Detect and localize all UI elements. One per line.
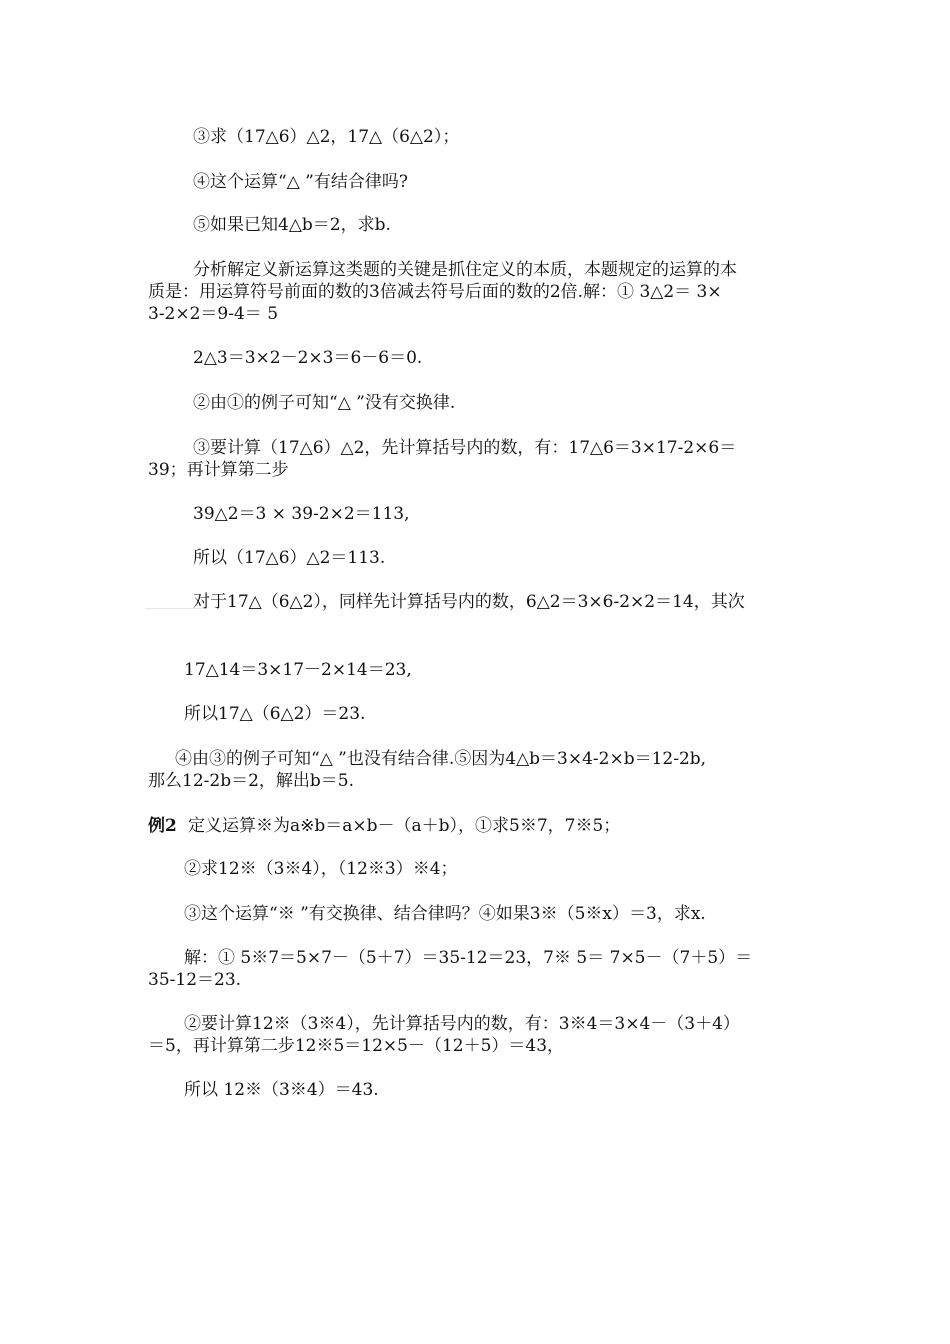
question-3-line: ③求（17△6）△2，17△（6△2）； (193, 127, 460, 147)
question-5-line: ⑤如果已知4△b＝2，求b. (193, 215, 391, 235)
compute-17-6-line-2: 39；再计算第二步 (148, 460, 289, 480)
example-2-question-3-4: ③这个运算“※ ”有交换律、结合律吗？④如果3※（5※x）＝3，求x. (184, 904, 706, 924)
example-2-question-2: ②求12※（3※4），（12※3）※4； (184, 859, 458, 879)
result-113-line: 所以（17△6）△2＝113. (193, 548, 386, 568)
compute-17-6-line-1: ③要计算（17△6）△2，先计算括号内的数，有：17△6＝3×17-2×6＝ (193, 438, 737, 458)
example-2-definition: 定义运算※为a※b＝a×b－（a＋b），①求5※7，7※5； (188, 816, 621, 836)
compute-17-14-line: 17△14＝3×17－2×14＝23, (184, 660, 412, 680)
analysis-line-3: 3-2×2＝9-4＝ 5 (148, 304, 279, 324)
solution-line-2-3: 2△3＝3×2－2×3＝6－6＝0. (193, 348, 423, 368)
question-4-line: ④这个运算“△ ”有结合律吗? (193, 172, 408, 192)
commutative-line: ②由①的例子可知“△ ”没有交换律. (193, 393, 456, 413)
associative-line-1: ④由③的例子可知“△ ”也没有结合律.⑤因为4△b＝3×4-2×b＝12-2b, (175, 749, 707, 769)
analysis-line-1: 分析解定义新运算这类题的关键是抓住定义的本质，本题规定的运算的本 (193, 260, 737, 280)
analysis-line-2: 质是：用运算符号前面的数的3倍减去符号后面的数的2倍.解：① 3△2＝ 3× (148, 282, 722, 302)
example-2-compute-line-2: ＝5，再计算第二步12※5＝12×5－（12＋5）＝43， (148, 1036, 565, 1056)
associative-line-2: 那么12-2b＝2，解出b＝5. (148, 771, 354, 791)
example-2-compute-line-1: ②要计算12※（3※4），先计算括号内的数，有：3※4＝3×4－（3＋4） (184, 1014, 740, 1034)
result-23-line: 所以17△（6△2）＝23. (184, 704, 366, 724)
example-2-solution-line-1: 解：① 5※7＝5×7－（5＋7）＝35-12＝23，7※ 5＝ 7×5－（7＋5）＝ (184, 948, 753, 968)
example-2-label: 例2 (148, 816, 177, 836)
example-2-solution-line-2: 35-12＝23. (148, 970, 242, 990)
compute-6-2-line: 对于17△（6△2），同样先计算括号内的数，6△2＝3×6-2×2＝14，其次 (193, 592, 745, 612)
example-2-result-line: 所以 12※（3※4）＝43. (184, 1080, 379, 1100)
compute-39-2-line: 39△2＝3 × 39-2×2＝113, (193, 504, 410, 524)
